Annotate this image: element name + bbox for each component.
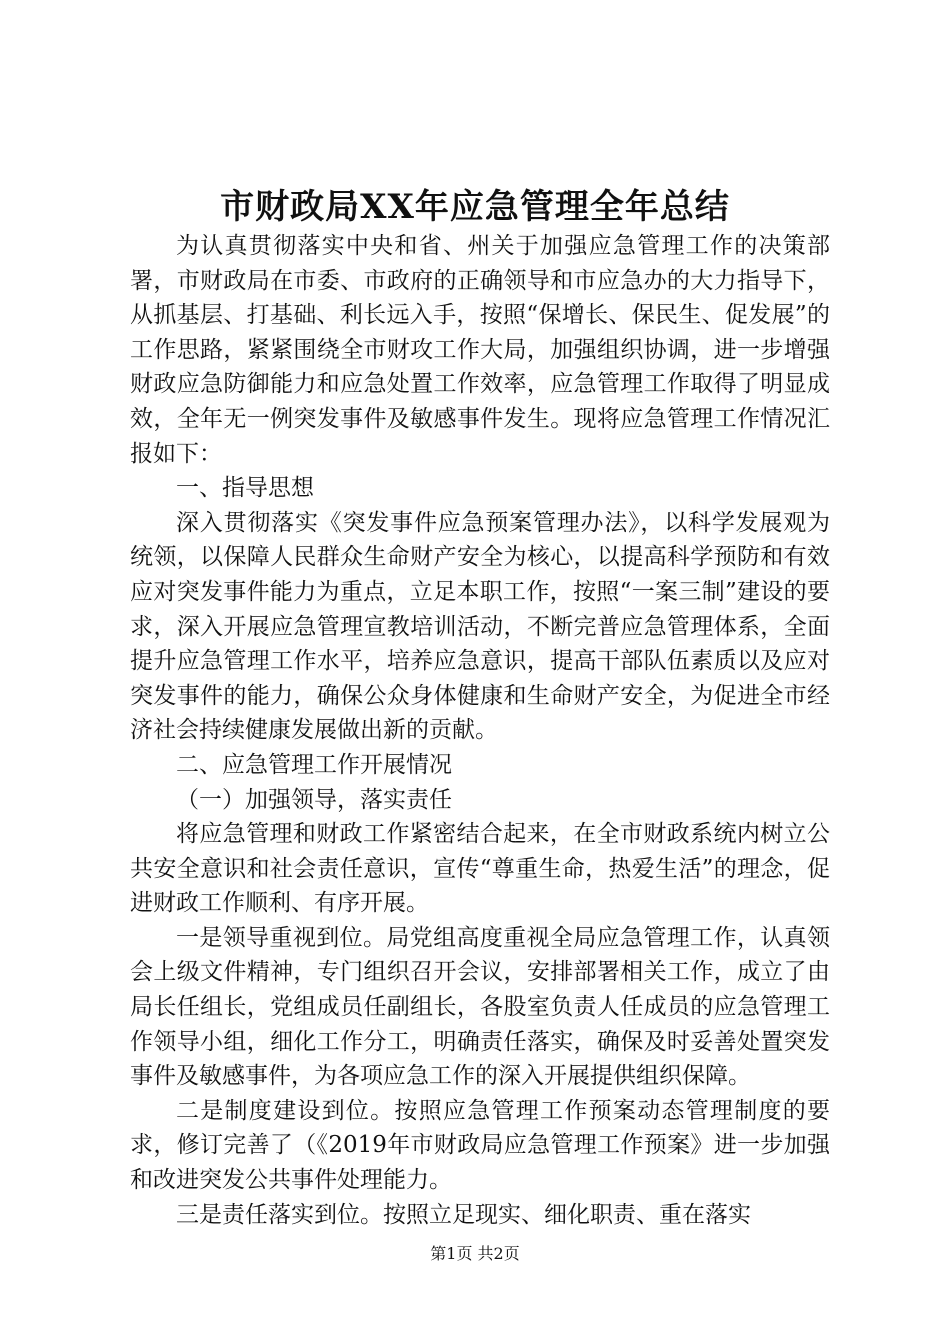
paragraph-guiding-ideology: 深入贯彻落实《突发事件应急预案管理办法》，以科学发展观为统领，以保障人民群众生命财产安全为核心，以提高科学预防和有效应对突发事件能力为重点，立足本职工作，按照“一案三制”建设的要求，深入开展应急管理宣教培训活动，不断完普应急管理体系，全面提升应急管理工作水平，培养应急意识，提高干部队伍素质以及应对突发事件的能力，确保公众身体健康和生命财产安全，为促进全市经济社会持续健康发展做出新的贡献。 <box>130 509 830 744</box>
section-heading-guiding-ideology: 一、指导思想 <box>176 475 314 502</box>
paragraph-intro: 为认真贯彻落实中央和省、州关于加强应急管理工作的决策部署，市财政局在市委、市政府的正确领导和市应急办的大力指导下，从抓基层、打基础、利长远入手，按照“保增长、保民生、促发展”的工作思路，紧紧围绕全市财攻工作大局，加强组织协调，进一步增强财政应急防御能力和应急处置工作效率，应急管理工作取得了明显成效，全年无一例突发事件及敏感事件发生。现将应急管理工作情况汇报如下： <box>130 233 830 467</box>
document-body <box>130 229 830 1232</box>
subsection-heading-leadership: （一）加强领导，落实责任 <box>176 786 452 813</box>
paragraph-integration: 将应急管理和财政工作紧密结合起来，在全市财政系统内树立公共安全意识和社会责任意识，宣传“尊重生命，热爱生活”的理念，促进财政工作顺利、有序开展。 <box>130 821 830 917</box>
page-footer: 第1页 共2页 <box>430 1244 520 1263</box>
paragraph-system-building: 二是制度建设到位。按照应急管理工作预案动态管理制度的要求，修订完善了（《2019年市财政局应急管理工作预案》进一步加强和改进突发公共事件处理能力。 <box>130 1097 830 1194</box>
paragraph-responsibility: 三是责任落实到位。按照立足现实、细化职责、重在落实 <box>176 1201 751 1228</box>
paragraph-leadership-attention: 一是领导重视到位。局党组高度重视全局应急管理工作，认真领会上级文件精神，专门组织召开会议，安排部署相关工作，成立了由局长任组长，党组成员任副组长，各股室负责人任成员的应急管理工作领导小组，细化工作分工，明确责任落实，确保及时妥善处置突发事件及敏感事件，为各项应急工作的深入开展提供组织保障。 <box>130 924 830 1090</box>
document-title: 市财政局XX年应急管理全年总结 <box>220 187 730 227</box>
section-heading-work-status: 二、应急管理工作开展情况 <box>176 751 452 778</box>
